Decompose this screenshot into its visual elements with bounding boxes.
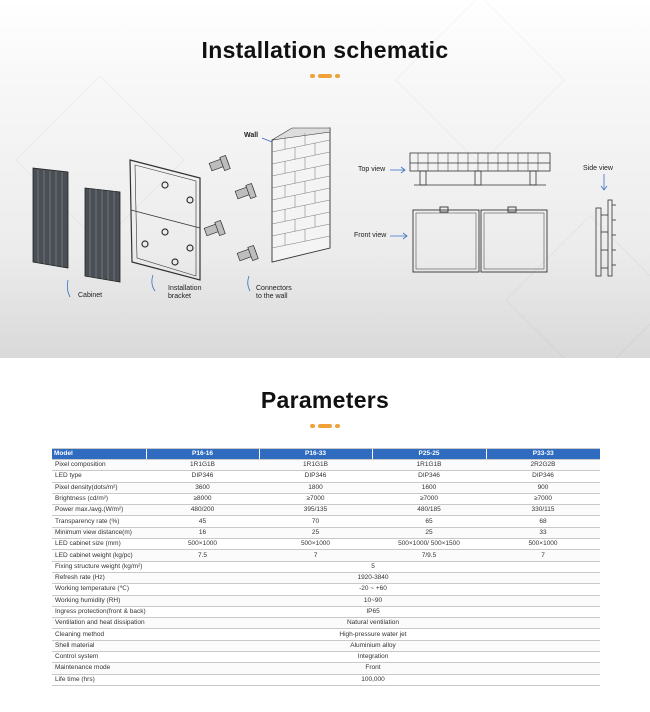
- parameter-name: Life time (hrs): [52, 674, 146, 685]
- table-header-cell: P25-25: [372, 449, 486, 460]
- table-row: [52, 663, 600, 674]
- parameter-value: 7: [259, 550, 372, 561]
- parameter-value: 395/135: [259, 505, 372, 516]
- parameter-name: Ingress protection(front & back): [52, 606, 146, 617]
- parameter-value: 7: [486, 550, 600, 561]
- parameter-name: Brightness (cd/m²): [52, 493, 146, 504]
- table-body: [52, 460, 600, 686]
- parameter-value: 33: [486, 527, 600, 538]
- front-view-label: Front view: [354, 232, 387, 239]
- wall-drawing: [272, 128, 330, 262]
- parameter-value: Natural ventilation: [146, 618, 600, 629]
- parameter-value: 5: [146, 561, 600, 572]
- connectors-label-line2: to the wall: [256, 293, 288, 300]
- parameter-value: DIP346: [372, 471, 486, 482]
- parameter-value: Front: [146, 663, 600, 674]
- parameter-value: 1600: [372, 482, 486, 493]
- table-row: [52, 652, 600, 663]
- parameter-value: ≥7000: [372, 493, 486, 504]
- parameter-name: Transparency rate (%): [52, 516, 146, 527]
- front-view-drawing: [413, 207, 547, 272]
- parameter-name: Control system: [52, 652, 146, 663]
- table-header-cell: P16-16: [146, 449, 259, 460]
- parameters-divider: [0, 424, 650, 430]
- parameter-value: 68: [486, 516, 600, 527]
- schematic-title: Installation schematic: [201, 37, 449, 63]
- cabinet-label: Cabinet: [78, 292, 103, 299]
- table-row: [52, 595, 600, 606]
- table-row: [52, 572, 600, 583]
- parameter-value: 500×1000/ 500×1500: [372, 539, 486, 550]
- parameter-name: Ventilation and heat dissipation: [52, 618, 146, 629]
- parameter-value: 25: [372, 527, 486, 538]
- bracket-label-line1: Installation: [168, 285, 202, 292]
- table-row: [52, 618, 600, 629]
- parameter-value: 500×1000: [146, 539, 259, 550]
- parameter-value: 480/200: [146, 505, 259, 516]
- table-row: [52, 516, 600, 527]
- table-row: [52, 505, 600, 516]
- parameter-name: LED cabinet weight (kg/pc): [52, 550, 146, 561]
- table-row: [52, 674, 600, 685]
- parameter-name: Maintenance mode: [52, 663, 146, 674]
- parameter-name: LED cabinet size (mm): [52, 539, 146, 550]
- table-row: [52, 561, 600, 572]
- parameter-name: Working temperature (℃): [52, 584, 146, 595]
- connectors-label-line1: Connectors: [256, 285, 292, 292]
- parameter-value: -20 ~ +60: [146, 584, 600, 595]
- parameter-value: 10~90: [146, 595, 600, 606]
- table-row: [52, 482, 600, 493]
- parameter-name: Working humidity (RH): [52, 595, 146, 606]
- parameter-value: 500×1000: [486, 539, 600, 550]
- parameter-name: Pixel composition: [52, 460, 146, 471]
- table-header-cell: P16-33: [259, 449, 372, 460]
- table-row: [52, 471, 600, 482]
- parameter-value: 16: [146, 527, 259, 538]
- table-row: [52, 527, 600, 538]
- parameter-value: 500×1000: [259, 539, 372, 550]
- table-row: [52, 493, 600, 504]
- table-row: [52, 550, 600, 561]
- parameter-value: ≥8000: [146, 493, 259, 504]
- parameter-value: 480/185: [372, 505, 486, 516]
- connectors-drawing: [204, 155, 258, 260]
- parameter-value: DIP346: [486, 471, 600, 482]
- parameter-value: 25: [259, 527, 372, 538]
- parameters-table: [52, 448, 600, 686]
- top-view-drawing: [410, 153, 550, 185]
- table-row: [52, 584, 600, 595]
- parameter-value: 45: [146, 516, 259, 527]
- side-view-label: Side view: [583, 165, 613, 172]
- table-row: [52, 629, 600, 640]
- parameter-value: 1800: [259, 482, 372, 493]
- wall-label: Wall: [244, 132, 259, 139]
- parameter-value: Aluminium alloy: [146, 640, 600, 651]
- parameter-value: 1R1G1B: [372, 460, 486, 471]
- table-row: [52, 539, 600, 550]
- parameters-title: Parameters: [260, 387, 390, 413]
- parameter-name: LED type: [52, 471, 146, 482]
- table-header-cell: P33-33: [486, 449, 600, 460]
- parameter-name: Minimum view distance(m): [52, 527, 146, 538]
- parameter-value: 3600: [146, 482, 259, 493]
- parameter-value: 1R1G1B: [146, 460, 259, 471]
- table-row: [52, 640, 600, 651]
- parameter-value: 1920-3840: [146, 572, 600, 583]
- parameter-value: DIP346: [259, 471, 372, 482]
- parameter-value: DIP346: [146, 471, 259, 482]
- table-header-cell: Model: [52, 449, 146, 460]
- table-header-row: [52, 449, 600, 460]
- parameter-value: 330/115: [486, 505, 600, 516]
- parameter-name: Cleaning method: [52, 629, 146, 640]
- table-row: [52, 460, 600, 471]
- parameter-value: 65: [372, 516, 486, 527]
- parameter-name: Fixing structure weight (kg/m²): [52, 561, 146, 572]
- parameter-value: 70: [259, 516, 372, 527]
- parameter-value: ≥7000: [486, 493, 600, 504]
- cabinet-drawing: [33, 168, 120, 282]
- parameter-value: 100,000: [146, 674, 600, 685]
- parameter-name: Power max./avg.(W/m²): [52, 505, 146, 516]
- parameter-value: Integration: [146, 652, 600, 663]
- parameter-value: ≥7000: [259, 493, 372, 504]
- parameter-value: High-pressure water jet: [146, 629, 600, 640]
- parameter-name: Refresh rate (Hz): [52, 572, 146, 583]
- table-row: [52, 606, 600, 617]
- parameter-value: 900: [486, 482, 600, 493]
- parameter-value: 2R2G2B: [486, 460, 600, 471]
- parameter-value: 7/9.5: [372, 550, 486, 561]
- side-view-drawing: [596, 200, 616, 276]
- top-view-label: Top view: [358, 166, 386, 173]
- bracket-label-line2: bracket: [168, 293, 191, 300]
- parameter-value: IP65: [146, 606, 600, 617]
- parameter-value: 7.5: [146, 550, 259, 561]
- bracket-drawing: [130, 160, 200, 280]
- label-arrows: [67, 138, 607, 297]
- parameter-name: Shell material: [52, 640, 146, 651]
- parameter-value: 1R1G1B: [259, 460, 372, 471]
- parameter-name: Pixel density(dots/m²): [52, 482, 146, 493]
